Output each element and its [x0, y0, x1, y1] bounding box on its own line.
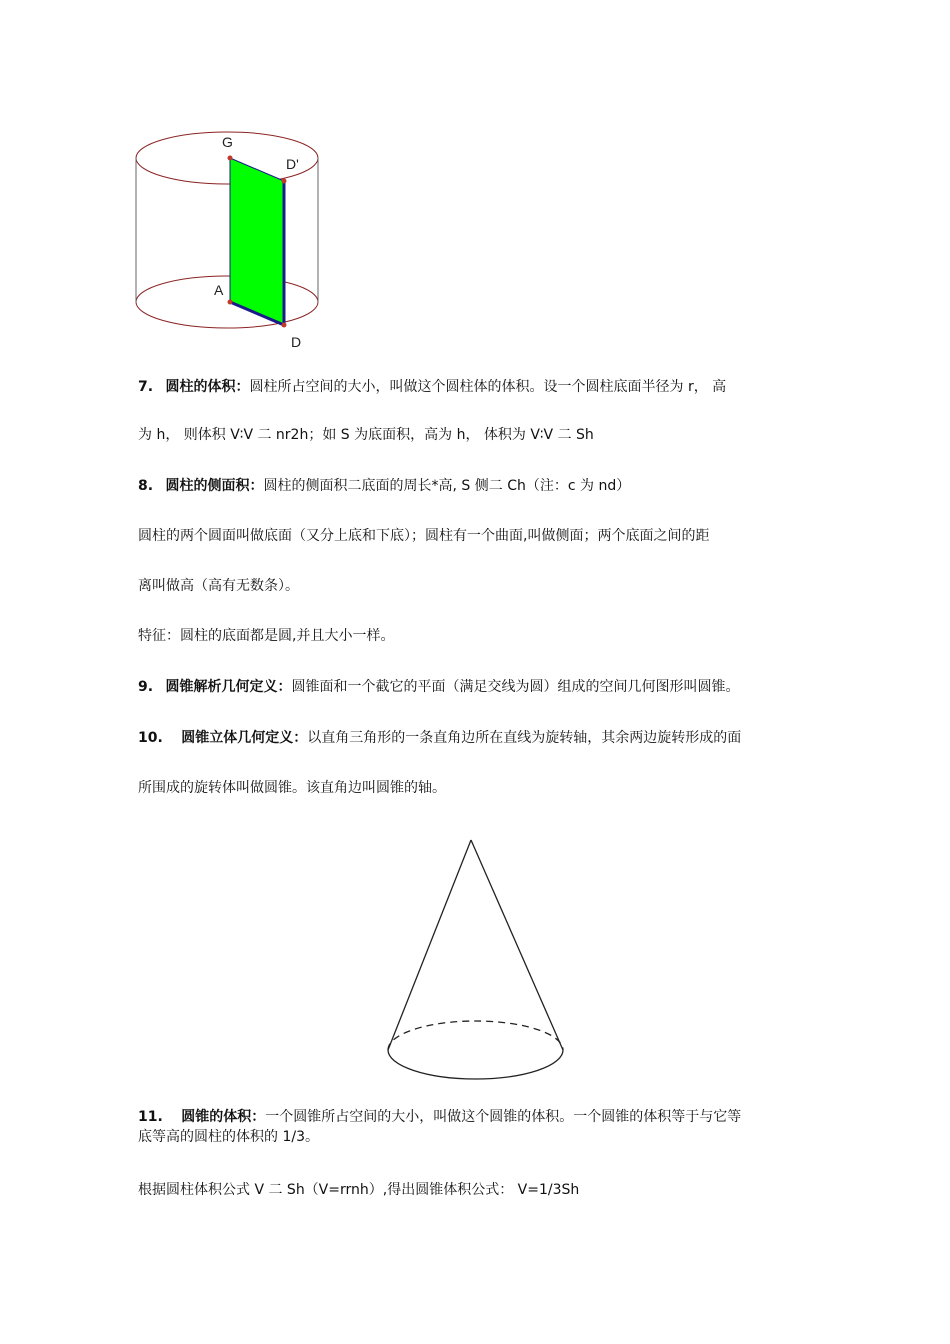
section-11-number: 11.: [138, 1109, 163, 1125]
label-a: A: [214, 282, 224, 298]
label-d-prime: D': [286, 156, 299, 172]
section-8-number: 8.: [138, 478, 154, 494]
section-8-text-3: 离叫做高（高有无数条）。: [138, 578, 299, 594]
section-9-text-1: 圆锥面和一个截它的平面（满足交线为圆）组成的空间几何图形叫圆锥。: [291, 679, 740, 695]
section-9-term: 圆锥解析几何定义：: [165, 679, 292, 695]
section-8-line-2: [138, 526, 709, 546]
section-9-line-1: [138, 677, 740, 697]
section-7-text-2: 为 h， 则体积 V∶V 二 nr2h；如 S 为底面积，高为 h， 体积为 V∶V 二 Sh: [138, 427, 594, 443]
section-10-text-1: 以直角三角形的一条直角边所在直线为旋转轴，其余两边旋转形成的面: [307, 730, 742, 746]
section-11-line-3: [138, 1180, 579, 1200]
section-7-term: 圆柱的体积：: [165, 379, 250, 395]
cross-section-rectangle: [230, 158, 284, 325]
cone-right-slant: [471, 840, 563, 1050]
point-g: [228, 156, 233, 161]
section-8-term: 圆柱的侧面积：: [165, 478, 264, 494]
point-a: [228, 300, 233, 305]
section-7-line-2: [138, 425, 594, 445]
section-11-text-3: 根据圆柱体积公式 V 二 Sh（V=rrnh）,得出圆锥体积公式： V=1/3Sh: [138, 1182, 580, 1198]
section-10-line-2: [138, 778, 446, 798]
cone-left-slant: [388, 840, 471, 1050]
section-11-text-1: 一个圆锥所占空间的大小，叫做这个圆锥的体积。一个圆锥的体积等于与它等: [265, 1109, 742, 1125]
section-8-line-4: [138, 626, 394, 646]
section-10-number: 10.: [138, 730, 163, 746]
cylinder-diagram: [130, 125, 340, 345]
cone-base-front: [388, 1050, 563, 1079]
cone-diagram: [380, 835, 575, 1085]
section-11-line-1: [138, 1108, 741, 1126]
label-d: D: [291, 334, 302, 350]
section-7-text-1: 圆柱所占空间的大小，叫做这个圆柱体的体积。设一个圆柱底面半径为 r， 高: [249, 379, 727, 395]
section-8-line-1: [138, 476, 630, 496]
section-8-line-3: [138, 576, 299, 596]
section-9-number: 9.: [138, 679, 154, 695]
section-7-number: 7.: [138, 379, 154, 395]
point-d: [282, 323, 287, 328]
section-8-text-4: 特征：圆柱的底面都是圆,并且大小一样。: [138, 628, 395, 644]
section-10-text-2: 所围成的旋转体叫做圆锥。该直角边叫圆锥的轴。: [138, 780, 446, 796]
section-11-text-2: 底等高的圆柱的体积的 1/3。: [138, 1129, 319, 1145]
cone-base-back-dashed: [388, 1021, 563, 1050]
section-11-line-2: [138, 1128, 319, 1146]
section-10-term: 圆锥立体几何定义：: [181, 730, 308, 746]
section-11-term: 圆锥的体积：: [181, 1109, 266, 1125]
point-d-prime: [282, 179, 287, 184]
label-g: G: [222, 134, 233, 150]
section-7-line-1: [138, 377, 726, 397]
cylinder-bottom-ellipse: [136, 276, 318, 328]
section-10-line-1: [138, 728, 741, 748]
section-8-text-2: 圆柱的两个圆面叫做底面（又分上底和下底）；圆柱有一个曲面,叫做侧面；两个底面之间的距: [138, 528, 710, 544]
section-8-text-1: 圆柱的侧面积二底面的周长*高, S 侧二 Ch（注：c 为 nd）: [263, 478, 631, 494]
